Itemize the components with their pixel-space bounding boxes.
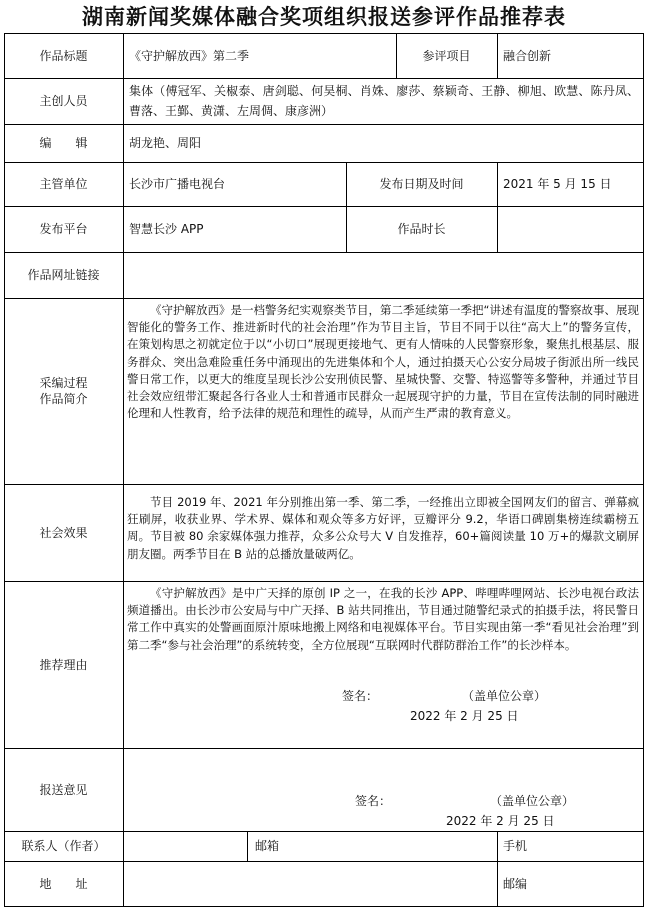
value-creators[interactable]: 集体（傅冠军、关椒泰、唐剑聪、何昊桐、肖姝、廖莎、蔡颖奇、王静、柳旭、欧慧、陈丹凤、曹落、王鄞、黄潇、左周倜、康彦洲） [129, 84, 639, 118]
label-intro-line1: 采编过程 [39, 376, 88, 390]
value-supervisor[interactable]: 长沙市广播电视台 [129, 177, 226, 191]
label-intro-line2: 作品简介 [39, 392, 88, 406]
value-work-title[interactable]: 《守护解放西》第二季 [129, 48, 250, 63]
value-url[interactable] [123, 252, 643, 298]
value-phone[interactable] [540, 831, 643, 861]
label-category: 参评项目 [422, 48, 471, 63]
label-contact: 联系人（作者） [21, 839, 106, 853]
label-work-title: 作品标题 [39, 48, 88, 63]
label-social-effect: 社会效果 [39, 525, 88, 540]
value-email[interactable] [290, 831, 495, 861]
value-reason[interactable]: 《守护解放西》是中广天择的原创 IP 之一，在我的长沙 APP、哔哩哔哩网站、长沙电视台政法频道播出。由长沙市公安局与中广天择、B 站共同推出，节目通过随警纪录式的拍摄手法，将民警日常工作中真实的处警画面原汁原味地搬上网络和电视媒体平台。节目实现由第一季“看见社会治理”到第二季“参与社会治理”的系统转变，全方位展现“互联网时代群防群治工作”的长沙样本。 [127, 586, 639, 652]
value-intro[interactable]: 《守护解放西》是一档警务纪实观察类节目，第二季延续第一季把“讲述有温度的警察故事、展现智能化的警务工作、推进新时代的社会治理”作为节目主旨，节目不同于以往“高大上”的警务宣传，在策划构思之初就定位于以“小切口”展现更接地气、更有人情味的人民警察形象，聚焦扎根基层、服务群众、突出急难险重任务中涌现出的先进集体和个人，通过拍摄天心公安分局坡子街派出所一线民警日常工作，以更大的维度呈现长沙公安刑侦民警、星城快警、交警、特巡警等多警种，并通过节目社会效应纽带汇聚起各行各业人士和普通市民群众一起展现守护的力量，节目在宣传法制的同时融进伦理和人性教育，给予法律的规范和理性的疏导，从而产生严肃的教育意义。 [127, 303, 639, 421]
value-publish-date[interactable]: 2021 年 5 月 15 日 [503, 177, 612, 191]
label-publish-date: 发布日期及时间 [379, 177, 464, 191]
label-supervisor: 主管单位 [39, 177, 88, 191]
value-duration[interactable] [497, 206, 643, 252]
value-platform[interactable]: 智慧长沙 APP [129, 222, 204, 236]
label-reason: 推荐理由 [39, 657, 88, 672]
form-title: 湖南新闻奖媒体融合奖项组织报送参评作品推荐表 [82, 4, 566, 29]
label-duration: 作品时长 [397, 222, 446, 236]
label-platform: 发布平台 [39, 222, 88, 236]
value-editor[interactable]: 胡龙艳、周阳 [129, 136, 202, 150]
label-url: 作品网址链接 [27, 268, 100, 282]
value-contact[interactable] [123, 831, 247, 861]
label-opinion: 报送意见 [39, 782, 88, 797]
value-social-effect[interactable]: 节目 2019 年、2021 年分别推出第一季、第二季，一经推出立即被全国网友们的留言、弹幕疯狂刷屏，收获业界、学术界、媒体和观众等多方好评，豆瓣评分 9.2，华语口碑剧集榜连续霸榜五周。节目被 80 余家媒体强力推荐，众多公众号大 V 自发推荐，60+篇阅读量 10 万+的爆款文刷屏朋友圈。两季节目在 B 站的总播放量破两亿。 [127, 495, 639, 561]
label-postcode: 邮编 [503, 876, 528, 891]
label-address: 地 址 [39, 876, 88, 891]
label-phone: 手机 [503, 839, 528, 853]
value-category[interactable]: 融合创新 [503, 48, 552, 63]
label-creators: 主创人员 [39, 94, 88, 108]
opinion-date[interactable]: 2022 年 2 月 25 日 [446, 814, 555, 828]
reason-date[interactable]: 2022 年 2 月 25 日 [410, 709, 519, 723]
label-email: 邮箱 [255, 839, 280, 853]
label-editor: 编 辑 [39, 136, 88, 150]
opinion-sign-label: 签名： [355, 794, 392, 808]
label-intro [4, 298, 123, 484]
value-address[interactable] [123, 861, 497, 906]
reason-seal-note: （盖单位公章） [462, 689, 547, 703]
value-postcode[interactable] [540, 861, 643, 906]
opinion-seal-note: （盖单位公章） [490, 794, 575, 808]
reason-sign-label: 签名： [342, 689, 379, 703]
